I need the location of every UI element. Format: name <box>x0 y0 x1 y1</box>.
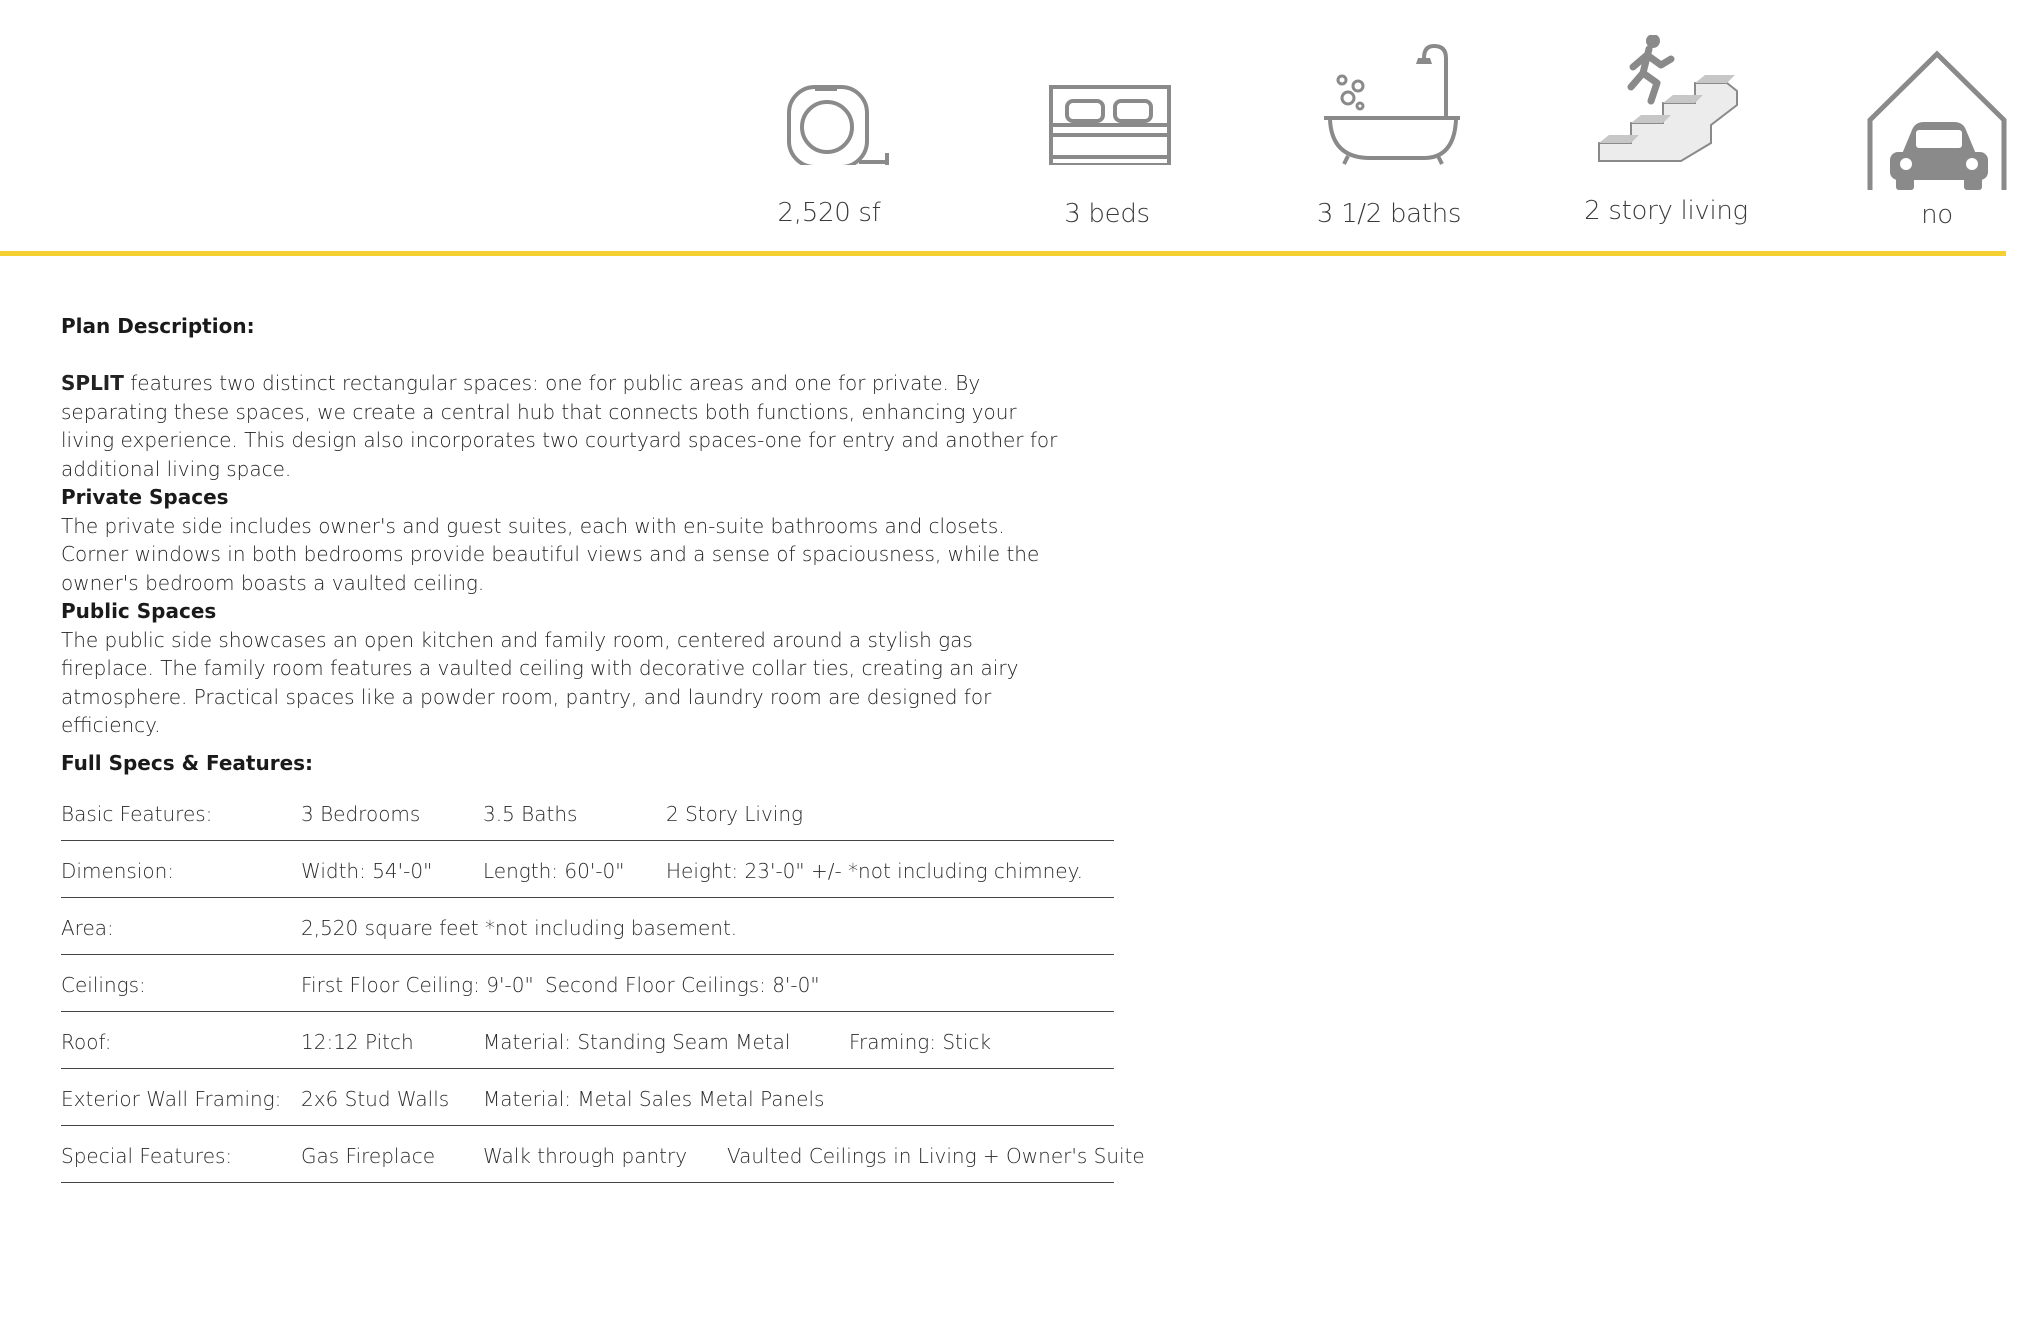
plan-description-heading: Plan Description: <box>61 314 255 338</box>
spec-value: 3.5 Baths <box>483 802 578 826</box>
plan-intro-text: features two distinct rectangular spaces: one for public areas and one for private. By separating these spaces, we create a central hub that connects both functions, enhancing your living experience. This design also incorporates two courtyard spaces-one for entry and another for additional living space. <box>61 371 1058 481</box>
spec-row-basic-features <box>61 784 1114 841</box>
tape-measure-icon <box>729 55 929 165</box>
stat-baths <box>1289 55 1489 229</box>
spec-value: Framing: Stick <box>849 1030 992 1054</box>
garage-icon <box>1837 50 2037 190</box>
spec-label: Basic Features: <box>61 802 213 826</box>
plan-intro <box>61 369 1061 483</box>
stat-beds-label: 3 beds <box>1064 199 1150 229</box>
spec-value: Walk through pantry <box>483 1144 688 1168</box>
stat-area <box>729 55 929 228</box>
spec-value: 3 Bedrooms <box>301 802 421 826</box>
spec-label: Exterior Wall Framing: <box>61 1087 282 1111</box>
accent-divider <box>0 251 2006 256</box>
spec-value: Second Floor Ceilings: 8'-0" <box>545 973 820 997</box>
stat-garage <box>1837 55 2037 230</box>
spec-value: Material: Standing Seam Metal <box>483 1030 791 1054</box>
stat-area-label: 2,520 sf <box>777 198 881 228</box>
specs-heading: Full Specs & Features: <box>61 751 314 775</box>
spec-row-exterior-wall-framing <box>61 1069 1114 1126</box>
public-spaces-title: Public Spaces <box>61 599 217 623</box>
spec-label: Ceilings: <box>61 973 146 997</box>
stat-story-label: 2 story living <box>1584 196 1748 226</box>
bathtub-icon <box>1289 40 1489 165</box>
spec-value: Length: 60'-0" <box>483 859 625 883</box>
spec-value: Material: Metal Sales Metal Panels <box>483 1087 825 1111</box>
private-spaces-title: Private Spaces <box>61 485 229 509</box>
private-spaces-text: The private side includes owner's and guest suites, each with en-suite bathrooms and closets. Corner windows in both bedrooms provide beautiful views and a sense of spaciousness, while the owner's bedroom boasts a vaulted ceiling. <box>61 513 1040 595</box>
spec-label: Dimension: <box>61 859 175 883</box>
spec-label: Roof: <box>61 1030 112 1054</box>
specs-table <box>61 784 1145 1183</box>
stat-beds <box>1007 55 1207 229</box>
spec-label: Area: <box>61 916 114 940</box>
bed-icon <box>1007 55 1207 165</box>
spec-row-special-features <box>61 1126 1145 1183</box>
spec-row-dimension <box>61 841 1114 898</box>
public-spaces-text: The public side showcases an open kitchen and family room, centered around a stylish gas fireplace. The family room features a vaulted ceiling with decorative collar ties, creating an airy atmosphere. Practical spaces like a powder room, pantry, and laundry room are designed for efficiency. <box>61 627 1019 737</box>
spec-label: Special Features: <box>61 1144 233 1168</box>
spec-row-area <box>61 898 1114 955</box>
spec-value: Height: 23'-0" +/- *not including chimney. <box>666 859 1083 883</box>
spec-row-ceilings <box>61 955 1114 1012</box>
spec-value: Vaulted Ceilings in Living + Owner's Suite <box>727 1144 1145 1168</box>
spec-value: 12:12 Pitch <box>301 1030 414 1054</box>
spec-value: Gas Fireplace <box>301 1144 436 1168</box>
spec-value: Width: 54'-0" <box>301 859 433 883</box>
spec-value: 2x6 Stud Walls <box>301 1087 450 1111</box>
stat-story <box>1566 55 1766 226</box>
spec-value: 2 Story Living <box>666 802 804 826</box>
stat-baths-label: 3 1/2 baths <box>1316 199 1462 229</box>
spec-row-roof <box>61 1012 1114 1069</box>
stat-garage-label: no <box>1921 200 1953 230</box>
plan-description <box>61 369 1061 740</box>
plan-name: SPLIT <box>61 371 124 395</box>
stairs-icon <box>1566 35 1766 165</box>
spec-value: 2,520 square feet *not including basement. <box>301 916 738 940</box>
spec-value: First Floor Ceiling: 9'-0" <box>301 973 534 997</box>
